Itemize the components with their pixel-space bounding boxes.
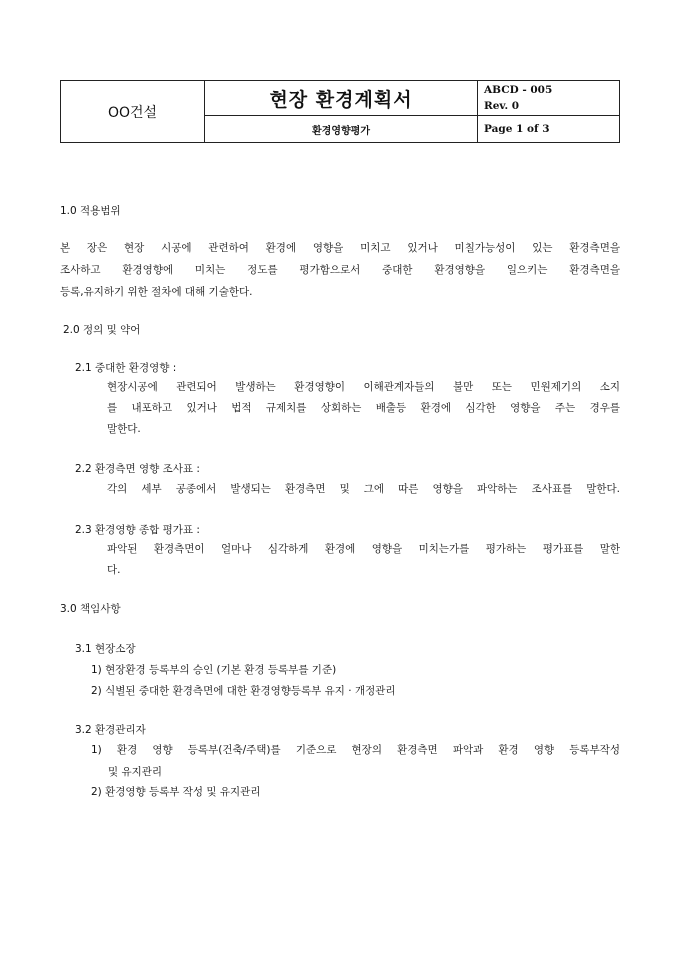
definition-line: 각의 세부 공종에서 발생되는 환경측면 및 그에 따른 영향을 파악하는 조사표를 말한다. xyxy=(107,483,620,495)
responsibility-3-1-item: 1) 현장환경 등록부의 승인 (기본 환경 등록부를 기준) xyxy=(91,664,337,676)
definition-line: 말한다. xyxy=(107,423,141,435)
page-number: Page 1 of 3 xyxy=(478,116,620,143)
responsibility-3-2-title: 3.2 환경관리자 xyxy=(75,724,146,736)
responsibility-3-1-item: 2) 식별된 중대한 환경측면에 대한 환경영향등록부 유지 · 개정관리 xyxy=(91,685,396,697)
section-1-line: 조사하고 환경영향에 미치는 정도를 평가함으로서 중대한 환경영향을 일으키는 환경측면을 xyxy=(60,264,620,276)
section-2-heading: 2.0 정의 및 약어 xyxy=(63,324,141,336)
definition-2-2-term: 2.2 환경측면 영향 조사표 : xyxy=(75,463,200,475)
doc-number: ABCD - 005 xyxy=(484,84,553,96)
responsibility-line: 1) 환경 영향 등록부(건축/주택)를 기준으로 현장의 환경측면 파악과 환경 영향 등록부작성 xyxy=(91,744,620,756)
responsibility-line: 및 유지관리 xyxy=(108,766,163,778)
responsibility-3-2-item-2: 2) 환경영향 등록부 작성 및 유지관리 xyxy=(91,786,261,798)
section-1-heading: 1.0 적용범위 xyxy=(60,205,121,217)
definition-line: 현장시공에 관련되어 발생하는 환경영향이 이해관계자들의 불만 또는 민원제기의 소지 xyxy=(107,381,620,393)
company-name: OO건설 xyxy=(61,81,205,143)
definition-2-3-term: 2.3 환경영향 종합 평가표 : xyxy=(75,524,200,536)
document-header-table xyxy=(60,80,620,143)
definition-line: 다. xyxy=(107,564,121,576)
responsibility-3-2-item-1 xyxy=(91,740,620,761)
doc-meta-top xyxy=(478,81,620,116)
section-3-heading: 3.0 책임사항 xyxy=(60,603,121,615)
revision: Rev. 0 xyxy=(484,100,520,112)
definition-2-2-body xyxy=(107,479,620,500)
document-title: 현장 환경계획서 xyxy=(205,81,478,116)
responsibility-3-1-title: 3.1 현장소장 xyxy=(75,643,136,655)
definition-2-3-body xyxy=(107,539,620,581)
section-1-body xyxy=(60,237,620,303)
definition-2-1-term: 2.1 중대한 환경영향 : xyxy=(75,362,177,374)
definition-2-1-body xyxy=(107,377,620,440)
definition-line: 를 내포하고 있거나 법적 규제치를 상회하는 배출등 환경에 심각한 영향을 주는 경우를 xyxy=(107,402,620,414)
document-subtitle: 환경영향평가 xyxy=(205,116,478,143)
section-1-line: 등록,유지하기 위한 절차에 대해 기술한다. xyxy=(60,286,253,298)
definition-line: 파악된 환경측면이 얼마나 심각하게 환경에 영향을 미치는가를 평가하는 평가표를 말한 xyxy=(107,543,620,555)
section-1-line: 본 장은 현장 시공에 관련하여 환경에 영향을 미치고 있거나 미칠가능성이 있는 환경측면을 xyxy=(60,242,620,254)
